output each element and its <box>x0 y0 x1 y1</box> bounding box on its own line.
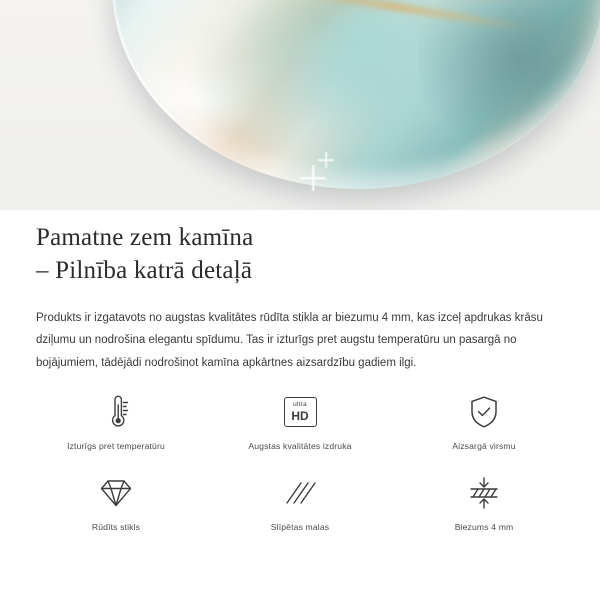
headline-line-1: Pamatne zem kamīna <box>36 224 254 251</box>
glass-plate-graphic <box>112 0 600 189</box>
feature-item-surface-protection <box>392 392 576 451</box>
feature-label: Biezums 4 mm <box>454 522 514 532</box>
text-block <box>0 222 600 374</box>
polished-edges-icon <box>284 473 316 513</box>
diamond-icon <box>99 473 133 513</box>
feature-label: Izturīgs pret temperatūru <box>67 441 165 451</box>
shield-check-icon <box>469 392 499 432</box>
feature-label: Slīpētas malas <box>270 522 330 532</box>
hero-image <box>0 0 600 210</box>
headline-line-2: – Pilnība katrā detaļā <box>36 256 253 284</box>
thermometer-icon <box>101 392 131 432</box>
feature-item-temperature <box>24 392 208 451</box>
ultra-hd-icon <box>284 392 317 432</box>
feature-label: Augstas kvalitātes izdruka <box>248 441 352 451</box>
feature-label: Rūdīts stikls <box>91 522 141 532</box>
feature-list <box>0 392 600 532</box>
feature-label: Aizsargā virsmu <box>452 441 516 451</box>
thickness-arrows-icon <box>467 473 501 513</box>
page-title <box>36 222 564 287</box>
ultra-hd-badge-bottom: HD <box>291 408 309 423</box>
feature-item-thickness <box>392 473 576 532</box>
feature-item-tempered-glass <box>24 473 208 532</box>
body-paragraph: Produkts ir izgatavots no augstas kvalitātes rūdīta stikla ar biezumu 4 mm, kas izceļ apdrukas krāsu dziļumu un nodrošina elegantu spīdumu. Tas ir izturīgs pret augstu temperatūru un pasargā no bojājumiem, tādējādi nodrošinot kamīna apkārtnes aizsardzību gadiem ilgi. <box>36 312 543 369</box>
feature-item-polished-edges <box>208 473 392 532</box>
ultra-hd-badge-top: ultra <box>293 401 307 409</box>
feature-item-print-quality <box>208 392 392 451</box>
